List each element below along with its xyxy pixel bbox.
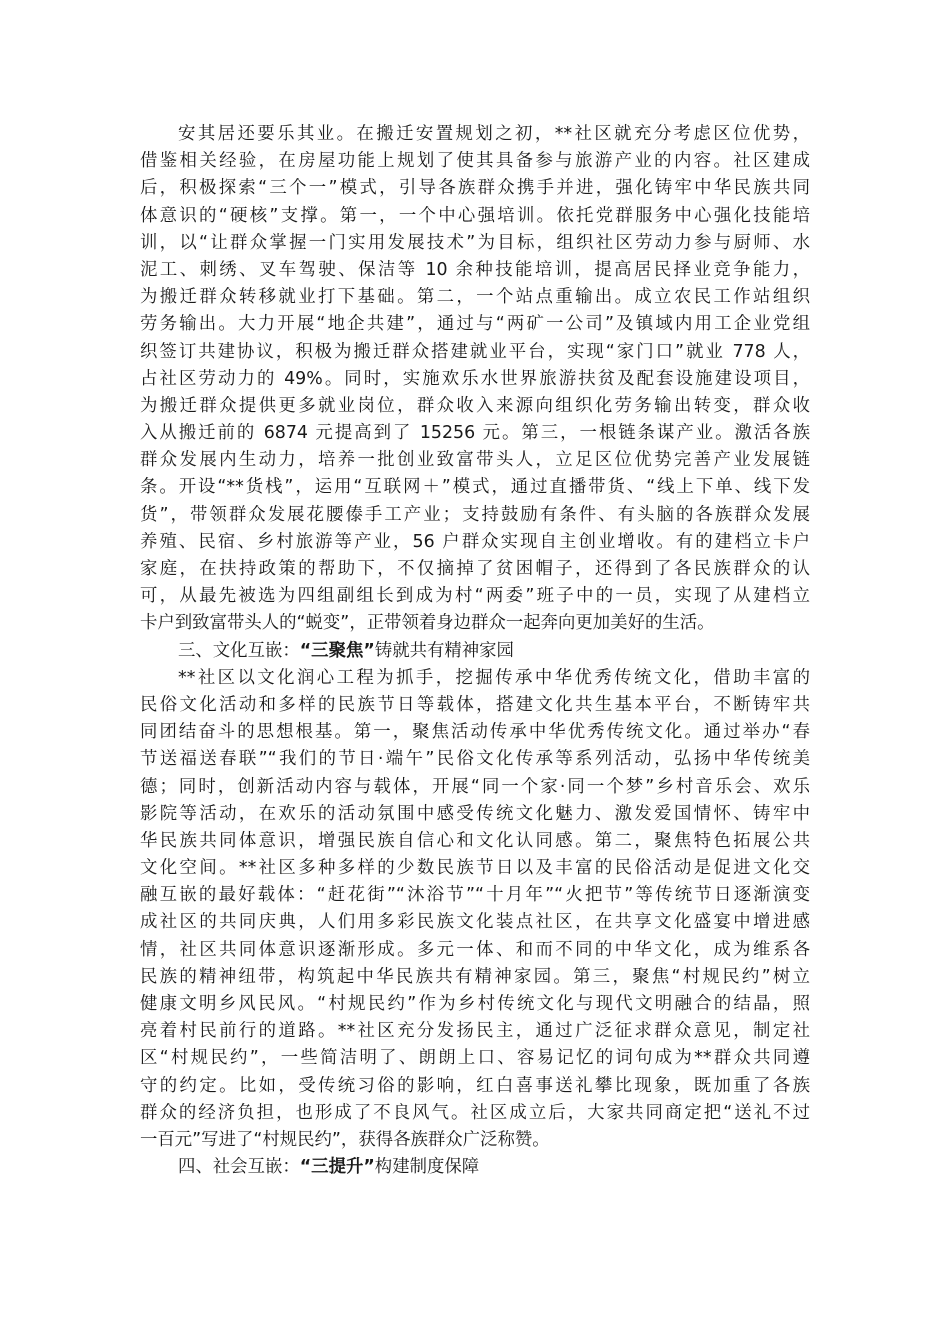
paragraph-line: 同团结奋斗的思想根基。第一，聚焦活动传承中华优秀传统文化。通过举办“春 — [140, 722, 810, 743]
paragraph-line: 养殖、民宿、乡村旅游等产业，56 户群众实现自主创业增收。有的建档立卡户 — [140, 531, 810, 552]
paragraph-line: 家庭，在扶持政策的帮助下，不仅摘掉了贫困帽子，还得到了各民族群众的认 — [140, 559, 810, 579]
section-heading-culture — [140, 638, 810, 665]
paragraph-line: 德；同时，创新活动内容与载体，开展“同一个家·同一个梦”乡村音乐会、欢乐 — [140, 776, 810, 797]
paragraph-line: 亮着村民前行的道路。**社区充分发扬民主，通过广泛征求群众意见，制定社 — [140, 1021, 810, 1042]
paragraph-line: 条。开设“**货栈”，运用“互联网＋”模式，通过直播带货、“线上下单、线下发 — [140, 477, 810, 498]
paragraph-line: 民俗文化活动和多样的民族节日等载体，搭建文化共生基本平台，不断铸牢共 — [140, 694, 810, 715]
paragraph-line: 安其居还要乐其业。在搬迁安置规划之初，**社区就充分考虑区位优势， — [178, 124, 810, 144]
paragraph-line: 情，社区共同体意识逐渐形成。多元一体、和而不同的中华文化，成为维系各 — [140, 939, 810, 960]
heading-suffix: 构建制度保障 — [374, 1157, 480, 1178]
paragraph-line: 民族的精神纽带，构筑起中华民族共有精神家园。第三，聚焦“村规民约”树立 — [140, 966, 810, 987]
paragraph-culture — [140, 665, 810, 1154]
paragraph-livelihood — [140, 121, 810, 638]
paragraph-line: 为搬迁群众提供更多就业岗位，群众收入来源向组织化劳务输出转变，群众收 — [140, 395, 810, 416]
paragraph-line: 区“村规民约”，一些简洁明了、朗朗上口、容易记忆的词句成为**群众共同遵 — [140, 1048, 810, 1069]
paragraph-line: 融互嵌的最好载体：“赶花街”“沐浴节”“十月年”“火把节”等传统节日逐渐演变 — [140, 885, 810, 906]
heading-suffix: 铸就共有精神家园 — [374, 640, 514, 661]
paragraph-line: 群众的经济负担，也形成了不良风气。社区成立后，大家共同商定把“送礼不过 — [140, 1102, 810, 1123]
paragraph-line: **社区以文化润心工程为抓手，挖掘传承中华优秀传统文化，借助丰富的 — [178, 667, 810, 688]
paragraph-line: 入从搬迁前的 6874 元提高到了 15256 元。第三，一根链条谋产业。激活各族 — [140, 423, 810, 444]
heading-quote: “三聚焦” — [299, 640, 375, 661]
document-page — [140, 121, 810, 1181]
paragraph-line: 群众发展内生动力，培养一批创业致富带头人，立足区位优势完善产业发展链 — [140, 450, 810, 471]
paragraph-line: 华民族共同体意识，增强民族自信心和文化认同感。第二，聚焦特色拓展公共 — [140, 830, 810, 851]
heading-prefix: 三、文化互嵌： — [178, 640, 300, 661]
paragraph-line: 劳务输出。大力开展“地企共建”，通过与“两矿一公司”及镇域内用工企业党组 — [140, 314, 810, 335]
heading-quote: “三提升” — [299, 1157, 375, 1178]
paragraph-line: 借鉴相关经验，在房屋功能上规划了使其具备参与旅游产业的内容。社区建成 — [140, 151, 810, 172]
paragraph-line: 健康文明乡风民风。“村规民约”作为乡村传统文化与现代文明融合的结晶，照 — [140, 994, 810, 1014]
paragraph-line: 影院等活动，在欢乐的活动氛围中感受传统文化魅力、激发爱国情怀、铸牢中 — [140, 803, 810, 824]
paragraph-line: 体意识的“硬核”支撑。第一，一个中心强培训。依托党群服务中心强化技能培 — [140, 205, 810, 226]
paragraph-line: 一百元”写进了“村规民约”，获得各族群众广泛称赞。 — [140, 1129, 550, 1150]
paragraph-line: 卡户到致富带头人的“蜕变”，正带领着身边群众一起奔向更加美好的生活。 — [140, 613, 715, 634]
paragraph-line: 文化空间。**社区多种多样的少数民族节日以及丰富的民俗活动是促进文化交 — [140, 858, 810, 879]
paragraph-line: 货”，带领群众发展花腰傣手工产业；支持鼓励有条件、有头脑的各族群众发展 — [140, 504, 810, 525]
paragraph-line: 泥工、刺绣、叉车驾驶、保洁等 10 余种技能培训，提高居民择业竞争能力， — [140, 259, 810, 280]
paragraph-line: 后，积极探索“三个一”模式，引导各族群众携手并进，强化铸牢中华民族共同 — [140, 178, 810, 199]
paragraph-line: 节送福送春联”“我们的节日·端午”民俗文化传承等系列活动，弘扬中华传统美 — [140, 749, 810, 770]
paragraph-line: 守的约定。比如，受传统习俗的影响，红白喜事送礼攀比现象，既加重了各族 — [140, 1075, 810, 1096]
paragraph-line: 成社区的共同庆典，人们用多彩民族文化装点社区，在共享文化盛宴中增进感 — [140, 912, 810, 933]
paragraph-line: 训，以“让群众掌握一门实用发展技术”为目标，组织社区劳动力参与厨师、水 — [140, 232, 810, 253]
paragraph-line: 织签订共建协议，积极为搬迁群众搭建就业平台，实现“家门口”就业 778 人， — [140, 341, 810, 362]
paragraph-line: 可，从最先被选为四组副组长到成为村“两委”班子中的一员，实现了从建档立 — [140, 586, 810, 607]
section-heading-society — [140, 1154, 810, 1181]
paragraph-line: 占社区劳动力的 49%。同时，实施欢乐水世界旅游扶贫及配套设施建设项目， — [140, 368, 810, 389]
heading-prefix: 四、社会互嵌： — [178, 1157, 300, 1178]
paragraph-line: 为搬迁群众转移就业打下基础。第二，一个站点重输出。成立农民工作站组织 — [140, 287, 810, 308]
